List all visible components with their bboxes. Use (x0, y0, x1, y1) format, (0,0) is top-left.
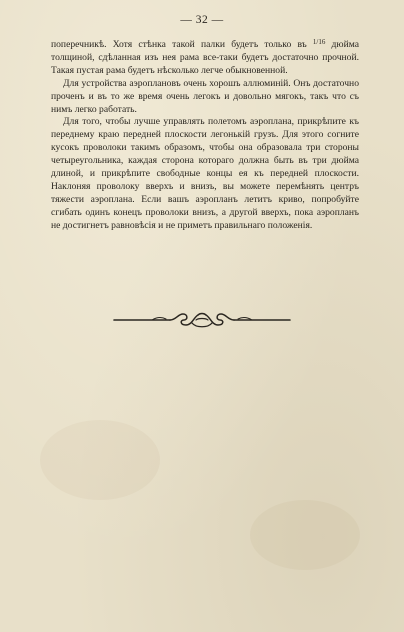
art-nouveau-divider-ornament-icon (112, 308, 292, 332)
fraction-one-sixteenth: 1/16 (312, 38, 326, 46)
paragraph-3: Для того, чтобы лучше управлять полетомъ аэроплана, прикрѣпите къ переднему краю передней плоскости легонькій грузъ. Для этого согните кусокъ проволоки такимъ образомъ, чтобы она образовала три стороны четыреугольника, каждая сторона котораго должна быть въ три дюйма длиной, и прикрѣпите свободные концы ея къ передней плоскости. Наклоняя проволоку вверхъ и внизъ, вы можете перемѣнять центръ тяжести аэроплана. Если вашъ аэропланъ летитъ криво, попробуйте сгибать одинъ конецъ проволоки внизъ, а другой вверхъ, пока аэропланъ не достигнетъ равновѣсія и не приметъ правильнаго положенія. (51, 116, 359, 231)
paragraph-1 (51, 36, 359, 78)
paper-stain (40, 420, 160, 500)
paragraph-1-part-b: дюйма толщиной, сдѣланная изъ нея рама все-таки будетъ достаточно прочной. Такая пустая рама будетъ нѣсколько легче обыкновенной. (51, 39, 359, 76)
body-text (51, 36, 359, 233)
paper-stain (250, 500, 360, 570)
page-number: — 32 — (180, 14, 224, 26)
paragraph-2: Для устройства аэроплановъ очень хорошъ аллюминій. Онъ достаточно проченъ и въ то же время очень легокъ и довольно мягокъ, такъ что съ нимъ легко работать. (51, 77, 359, 115)
paragraph-1-part-a: поперечникѣ. Хотя стѣнка такой палки будетъ только въ (51, 39, 313, 50)
